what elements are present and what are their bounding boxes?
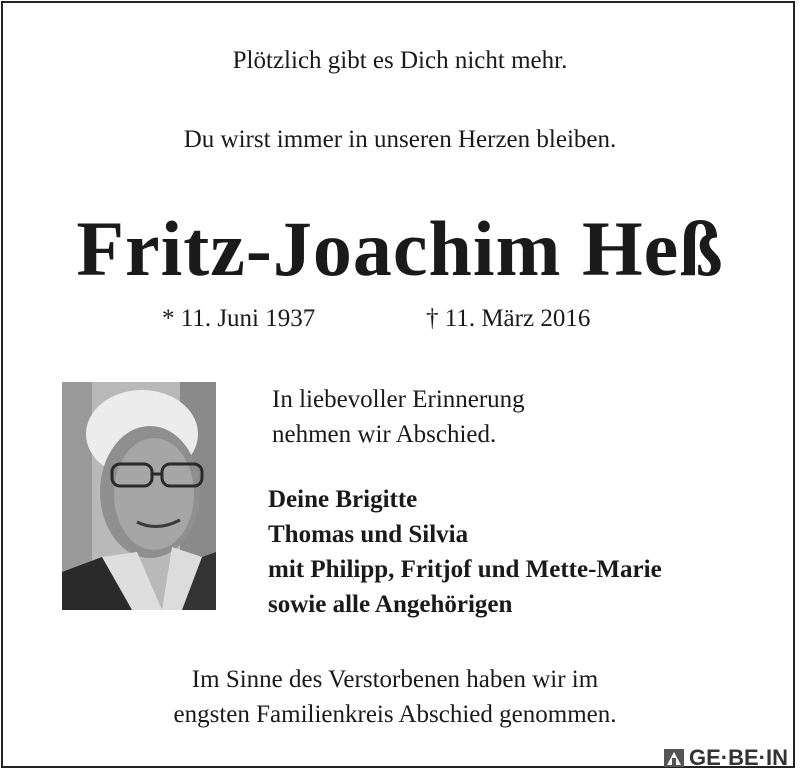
- closing-text: [0, 662, 790, 732]
- family-line: mit Philipp, Fritjof und Mette-Marie: [268, 556, 662, 583]
- header-line-1: Plötzlich gibt es Dich nicht mehr.: [232, 47, 568, 74]
- header-line-2: Du wirst immer in unseren Herzen bleiben.: [183, 126, 617, 153]
- family-names: [268, 482, 662, 622]
- logo-icon: [663, 747, 685, 769]
- portrait-photo: [62, 382, 216, 610]
- family-line: Thomas und Silvia: [268, 521, 469, 548]
- closing-line: engsten Familienkreis Abschied genommen.: [173, 701, 617, 728]
- memory-line: nehmen wir Abschied.: [272, 421, 497, 448]
- birth-date: * 11. Juni 1937: [162, 305, 316, 332]
- deceased-name: Fritz-Joachim Heß: [76, 205, 724, 292]
- logo-text: GE·BE·IN: [689, 745, 788, 770]
- closing-line: Im Sinne des Verstorbenen haben wir im: [191, 666, 599, 693]
- death-date: † 11. März 2016: [426, 305, 591, 332]
- family-line: sowie alle Angehörigen: [268, 591, 513, 618]
- memory-text: [272, 382, 525, 452]
- publisher-logo: [663, 745, 788, 771]
- family-line: Deine Brigitte: [268, 486, 418, 513]
- memory-line: In liebevoller Erinnerung: [272, 386, 525, 413]
